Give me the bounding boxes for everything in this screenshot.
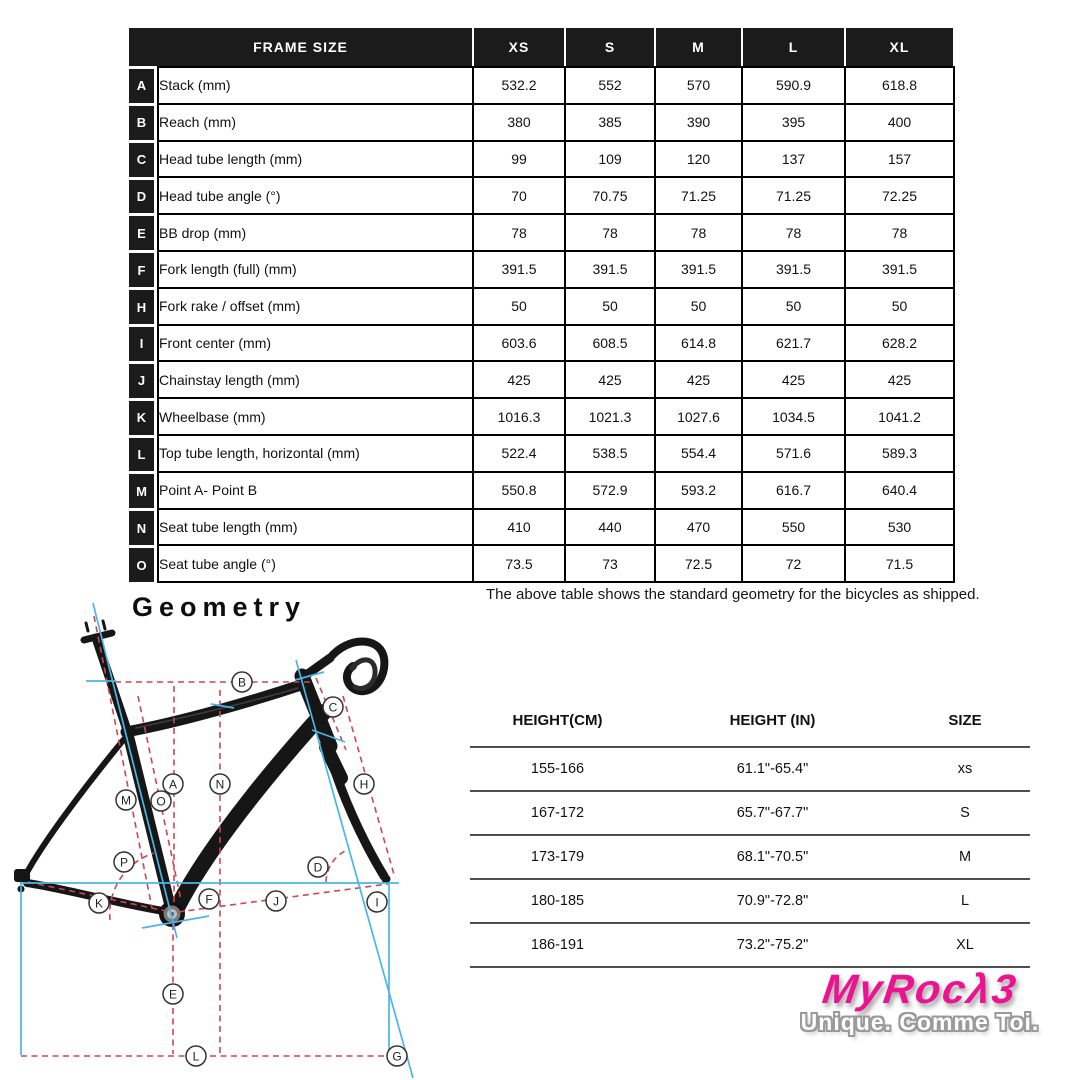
spec-value: 425 [655,361,742,398]
table-row [158,141,954,178]
table-row [470,878,1030,922]
spec-value: 425 [742,361,845,398]
spec-value: 78 [565,214,655,251]
spec-value: 99 [473,141,565,178]
row-letter: C [129,143,154,177]
spec-table [157,66,955,583]
height-cm: 173-179 [530,849,585,865]
table-row [158,435,954,472]
spec-value: 50 [565,288,655,325]
callout-g [387,1046,407,1066]
table-row [158,398,954,435]
spec-value: 50 [845,288,954,325]
row-letter: N [129,511,154,545]
spec-value: 1021.3 [565,398,655,435]
table-row [158,361,954,398]
spec-value: 50 [655,288,742,325]
spec-value: 614.8 [655,325,742,362]
spec-value: 571.6 [742,435,845,472]
spec-value: 70 [473,177,565,214]
spec-value: 1016.3 [473,398,565,435]
table-row [158,472,954,509]
size-table-header [470,695,1030,746]
spec-value: 616.7 [742,472,845,509]
row-letter: J [129,364,154,398]
spec-value: 425 [845,361,954,398]
table-row [158,288,954,325]
table-row [158,104,954,141]
spec-value: 78 [655,214,742,251]
bike-frame-illustration [14,621,391,927]
callout-a [163,774,183,794]
spec-table-header [129,28,953,66]
callout-j [266,891,286,911]
spec-value: 120 [655,141,742,178]
svg-text:L: L [192,1049,200,1064]
spec-label: Front center (mm) [158,325,473,362]
height-cm: 180-185 [530,893,585,909]
spec-row-letter-column [129,66,154,582]
svg-text:D: D [313,860,323,875]
spec-value: 400 [845,104,954,141]
spec-label: Top tube length, horizontal (mm) [158,435,473,472]
svg-text:F: F [205,892,213,907]
spec-value: 621.7 [742,325,845,362]
spec-value: 395 [742,104,845,141]
size-header-m: M [654,28,741,66]
spec-label: Point A- Point B [158,472,473,509]
table-row [158,214,954,251]
svg-text:I: I [375,895,379,910]
brand-logo: MyRocλ3 [819,966,1021,1012]
callout-o [151,791,171,811]
size: xs [957,761,973,777]
brand-tagline: Unique. Comme Toi. [800,1009,1040,1035]
spec-value: 550 [742,509,845,546]
svg-text:J: J [273,894,279,909]
spec-value: 391.5 [845,251,954,288]
svg-text:P: P [119,855,129,870]
spec-value: 72 [742,545,845,582]
rider-height-size-table [470,695,1030,968]
spec-value: 391.5 [742,251,845,288]
callout-p [114,852,134,872]
geometry-title: Geometry [132,592,307,622]
spec-value: 425 [565,361,655,398]
spec-value: 72.5 [655,545,742,582]
svg-text:N: N [215,777,225,792]
table-row [158,509,954,546]
svg-text:C: C [328,700,338,715]
spec-value: 50 [473,288,565,325]
spec-value: 1027.6 [655,398,742,435]
row-letter: F [129,253,154,287]
spec-value: 137 [742,141,845,178]
spec-value: 603.6 [473,325,565,362]
spec-value: 78 [742,214,845,251]
callout-b [232,672,252,692]
svg-text:B: B [237,675,247,690]
spec-value: 593.2 [655,472,742,509]
callout-n [210,774,230,794]
spec-value: 590.9 [742,67,845,104]
row-letter: M [129,474,154,508]
spec-value: 470 [655,509,742,546]
spec-value: 640.4 [845,472,954,509]
table-row [470,922,1030,966]
spec-value: 391.5 [473,251,565,288]
spec-value: 538.5 [565,435,655,472]
height-in-header: HEIGHT (IN) [729,712,816,729]
svg-text:M: M [121,793,131,808]
svg-text:O: O [156,794,166,809]
spec-value: 522.4 [473,435,565,472]
spec-value: 78 [473,214,565,251]
height-cm-header: HEIGHT(CM) [512,712,603,729]
spec-value: 530 [845,509,954,546]
spec-value: 71.5 [845,545,954,582]
callout-e [163,984,183,1004]
spec-value: 109 [565,141,655,178]
spec-label: Seat tube length (mm) [158,509,473,546]
callout-m [116,790,136,810]
spec-value: 552 [565,67,655,104]
height-in: 61.1"-65.4" [736,761,809,777]
height-in: 73.2"-75.2" [736,937,809,953]
spec-value: 1041.2 [845,398,954,435]
row-letter: E [129,216,154,250]
spec-value: 385 [565,104,655,141]
height-in: 68.1"-70.5" [736,849,809,865]
callout-l [186,1046,206,1066]
spec-value: 608.5 [565,325,655,362]
spec-value: 71.25 [655,177,742,214]
spec-value: 78 [845,214,954,251]
spec-label: Reach (mm) [158,104,473,141]
spec-label: Fork rake / offset (mm) [158,288,473,325]
table-row [470,834,1030,878]
callout-d [308,857,328,877]
spec-value: 71.25 [742,177,845,214]
size-header: SIZE [948,712,982,729]
frame-size-header: FRAME SIZE [253,39,348,55]
height-in: 65.7"-67.7" [736,805,809,821]
spec-value: 73.5 [473,545,565,582]
spec-value: 380 [473,104,565,141]
spec-value: 70.75 [565,177,655,214]
spec-label: Wheelbase (mm) [158,398,473,435]
callout-k [89,893,109,913]
table-row [158,251,954,288]
row-letter: O [129,548,154,582]
row-letter: B [129,106,154,140]
size: M [958,849,972,865]
table-row [158,177,954,214]
svg-text:K: K [94,896,104,911]
size-header-l: L [741,28,844,66]
spec-value: 390 [655,104,742,141]
spec-label: BB drop (mm) [158,214,473,251]
svg-text:G: G [392,1049,402,1064]
svg-text:E: E [168,987,178,1002]
callout-i [367,892,387,912]
bike-geometry-diagram [0,600,460,1080]
height-in: 70.9"-72.8" [736,893,809,909]
spec-value: 410 [473,509,565,546]
table-row [470,790,1030,834]
spec-value: 628.2 [845,325,954,362]
row-letter: I [129,327,154,361]
spec-value: 50 [742,288,845,325]
table-row [158,325,954,362]
size: S [960,805,970,821]
spec-label: Fork length (full) (mm) [158,251,473,288]
table-footnote: The above table shows the standard geometry for the bicycles as shipped. [486,586,980,603]
spec-value: 589.3 [845,435,954,472]
table-row [158,67,954,104]
spec-value: 73 [565,545,655,582]
size: L [960,893,970,909]
spec-value: 532.2 [473,67,565,104]
spec-label: Seat tube angle (°) [158,545,473,582]
svg-text:A: A [168,777,178,792]
size-header-xs: XS [472,28,564,66]
table-row [158,545,954,582]
spec-value: 72.25 [845,177,954,214]
height-cm: 186-191 [530,937,585,953]
spec-value: 550.8 [473,472,565,509]
spec-label: Head tube length (mm) [158,141,473,178]
spec-label: Stack (mm) [158,67,473,104]
spec-value: 157 [845,141,954,178]
spec-value: 391.5 [655,251,742,288]
spec-label: Head tube angle (°) [158,177,473,214]
brand-block [780,966,1060,1036]
spec-label: Chainstay length (mm) [158,361,473,398]
svg-text:H: H [359,777,369,792]
spec-value: 1034.5 [742,398,845,435]
row-letter: L [129,438,154,472]
callout-h [354,774,374,794]
row-letter: A [129,69,154,103]
spec-value: 570 [655,67,742,104]
table-row [470,746,1030,790]
spec-value: 618.8 [845,67,954,104]
spec-value: 425 [473,361,565,398]
spec-value: 391.5 [565,251,655,288]
callout-c [323,697,343,717]
spec-value: 572.9 [565,472,655,509]
height-cm: 155-166 [530,761,585,777]
callout-f [199,889,219,909]
row-letter: K [129,401,154,435]
size-header-s: S [564,28,654,66]
size-header-xl: XL [844,28,953,66]
spec-value: 440 [565,509,655,546]
row-letter: H [129,290,154,324]
row-letter: D [129,180,154,214]
height-cm: 167-172 [530,805,585,821]
size: XL [956,937,974,953]
spec-value: 554.4 [655,435,742,472]
